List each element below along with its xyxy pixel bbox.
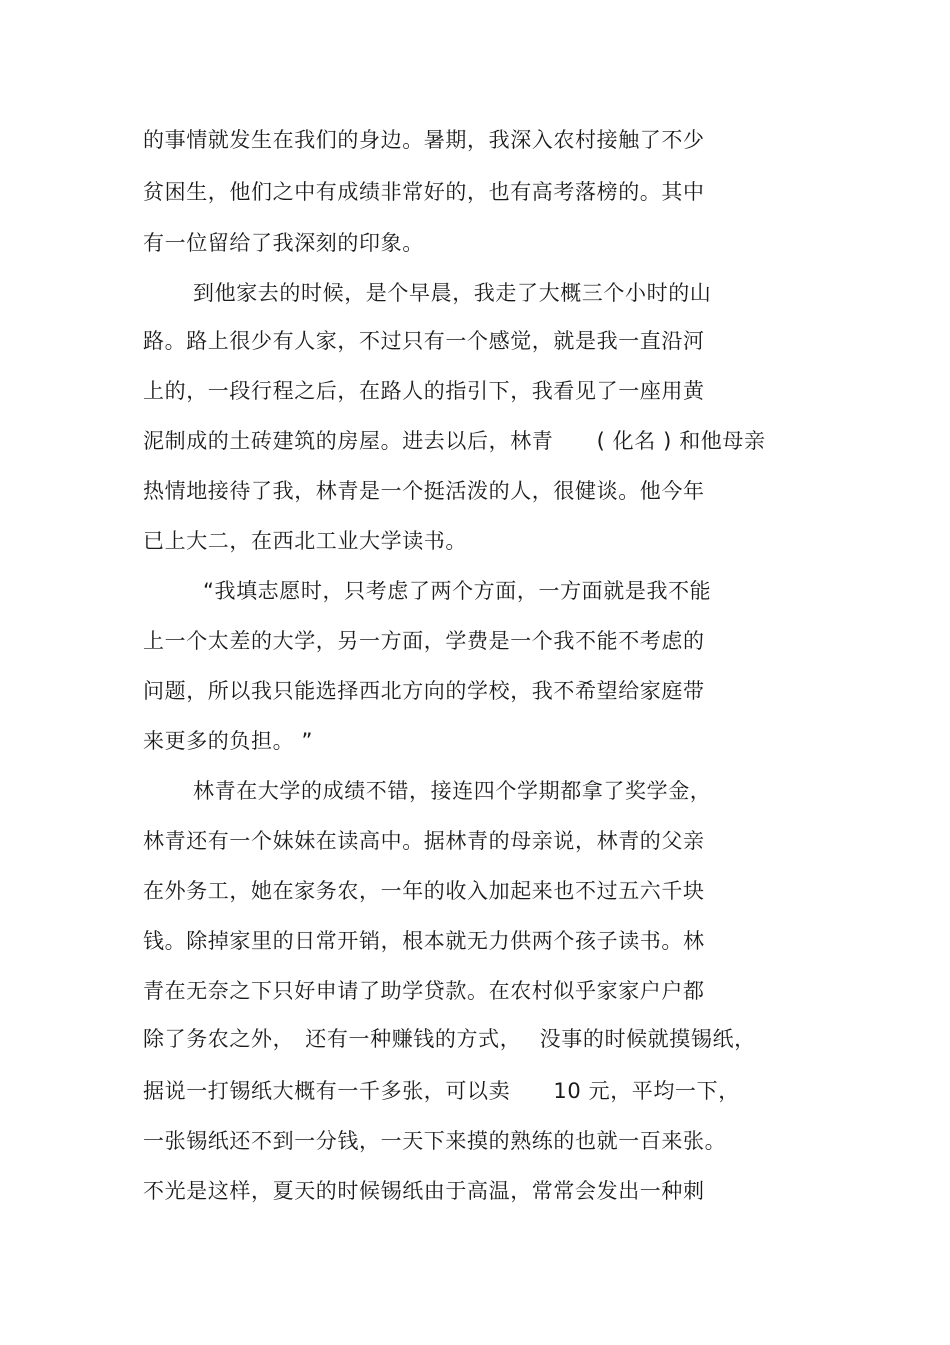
text-line: 钱。除掉家里的日常开销，根本就无力供两个孩子读书。林 (143, 929, 705, 953)
paragraph-start-line: 到他家去的时候，是个早晨，我走了大概三个小时的山 (193, 281, 712, 305)
text-line: 有一位留给了我深刻的印象。 (143, 231, 424, 255)
text-line: 泥制成的土砖建筑的房屋。进去以后，林青 ( 化名 ) 和他母亲 (143, 429, 766, 453)
text-line: 贫困生，他们之中有成绩非常好的，也有高考落榜的。其中 (143, 180, 705, 204)
text-line: 上一个太差的大学，另一方面，学费是一个我不能不考虑的 (143, 629, 705, 653)
text-line: 上的，一段行程之后，在路人的指引下，我看见了一座用黄 (143, 379, 705, 403)
text-line: 在外务工，她在家务农，一年的收入加起来也不过五六千块 (143, 879, 705, 903)
paragraph-start-line: 林青在大学的成绩不错，接连四个学期都拿了奖学金， (193, 779, 712, 803)
paragraph-start-line: “我填志愿时，只考虑了两个方面，一方面就是我不能 (203, 579, 712, 603)
text-line: 问题，所以我只能选择西北方向的学校，我不希望给家庭带 (143, 679, 705, 703)
text-line: 已上大二，在西北工业大学读书。 (143, 529, 467, 553)
text-line: 据说一打锡纸大概有一千多张，可以卖 10 元，平均一下， (143, 1079, 740, 1103)
text-line: 除了务农之外， 还有一种赚钱的方式， 没事的时候就摸锡纸， (143, 1027, 756, 1051)
text-line: 来更多的负担。 ” (143, 729, 313, 753)
text-line: 青在无奈之下只好申请了助学贷款。在农村似乎家家户户都 (143, 979, 705, 1003)
text-line: 林青还有一个妹妹在读高中。据林青的母亲说，林青的父亲 (143, 829, 705, 853)
text-line: 一张锡纸还不到一分钱，一天下来摸的熟练的也就一百来张。 (143, 1129, 727, 1153)
text-line: 不光是这样，夏天的时候锡纸由于高温，常常会发出一种刺 (143, 1179, 705, 1203)
text-line: 的事情就发生在我们的身边。暑期，我深入农村接触了不少 (143, 128, 705, 152)
text-line: 热情地接待了我，林青是一个挺活泼的人，很健谈。他今年 (143, 479, 705, 503)
text-line: 路。路上很少有人家，不过只有一个感觉，就是我一直沿河 (143, 329, 705, 353)
